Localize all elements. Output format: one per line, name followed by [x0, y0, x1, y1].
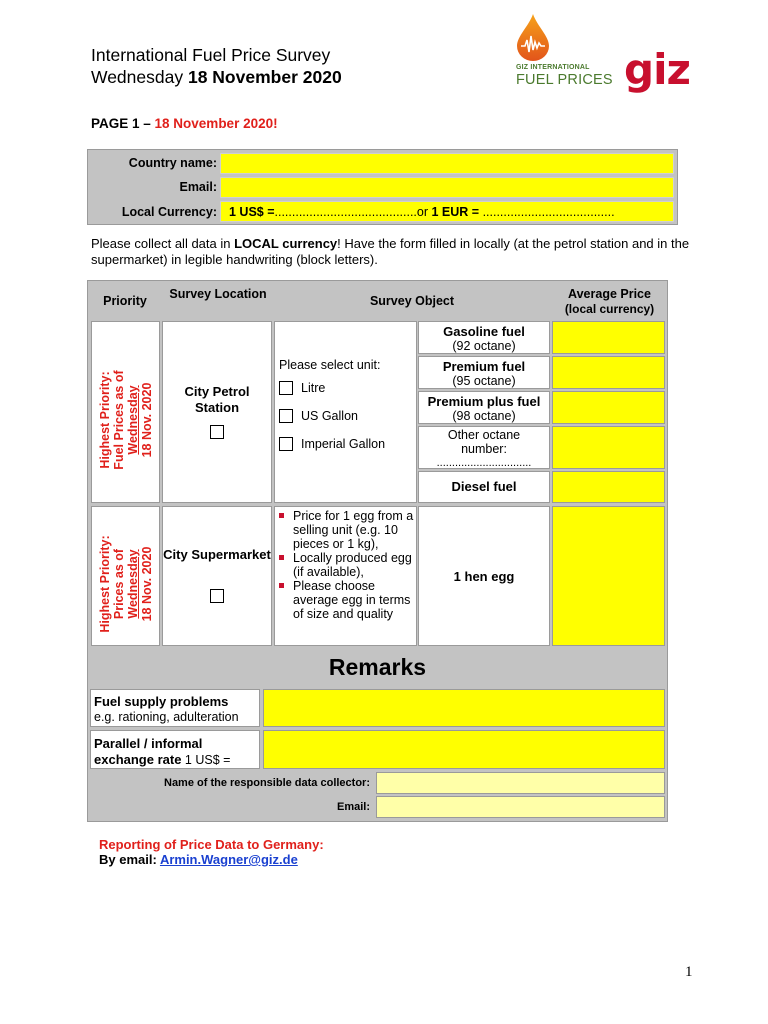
other-octane-input[interactable]: ............................... [436, 457, 532, 469]
other-octane-price-field[interactable] [552, 426, 665, 469]
email-field[interactable] [220, 177, 674, 198]
gasoline-price-field[interactable] [552, 321, 665, 354]
currency-field[interactable] [220, 201, 674, 222]
currency-label: Local Currency: [121, 205, 217, 219]
petrol-location-label: City Petrol Station [184, 384, 250, 415]
fuel-priority-text: Highest Priority: Fuel Prices as of Wednesday 18 Nov. 2020 [98, 370, 154, 470]
survey-date: 18 November 2020 [187, 67, 342, 87]
litre-checkbox[interactable] [279, 381, 293, 395]
unit-option-imperial-gallon[interactable]: Imperial Gallon [279, 430, 385, 458]
remarks-title: Remarks [90, 647, 665, 687]
parallel-rate-label-1: Parallel / informal [94, 736, 203, 751]
petrol-location-cell [162, 321, 272, 503]
email-label: Email: [179, 180, 217, 194]
egg-object-cell [418, 506, 550, 646]
header-survey-location: Survey Location [169, 287, 267, 301]
egg-object-label: 1 hen egg [453, 569, 515, 584]
country-field[interactable] [220, 153, 674, 174]
petrol-station-checkbox[interactable] [210, 425, 224, 439]
supermarket-location-cell [162, 506, 272, 646]
fuel-row-gasoline: Gasoline fuel (92 octane) [418, 321, 550, 354]
logo-small-text: GIZ INTERNATIONAL [516, 64, 590, 71]
imperial-gallon-checkbox[interactable] [279, 437, 293, 451]
us-gallon-checkbox[interactable] [279, 409, 293, 423]
survey-title: International Fuel Price Survey [91, 45, 331, 65]
premium-plus-price-field[interactable] [552, 391, 665, 424]
diesel-price-field[interactable] [552, 471, 665, 503]
survey-header [91, 44, 342, 88]
egg-priority-cell [91, 506, 160, 646]
page-title: PAGE 1 – 18 November 2020! [91, 116, 278, 131]
parallel-rate-label-2: exchange rate [94, 752, 182, 767]
giz-logo-text: giz [624, 45, 690, 94]
egg-note-3: Please choose average egg in terms of size and quality [279, 579, 417, 621]
fuel-supply-label: Fuel supply problems [94, 694, 229, 709]
unit-options [279, 374, 385, 458]
fuel-drop-logo-icon [514, 12, 552, 62]
country-label: Country name: [128, 156, 217, 170]
supermarket-location-label: City Supermarket [163, 547, 271, 562]
parallel-rate-label-cell: Parallel / informal exchange rate 1 US$ = [90, 730, 260, 769]
giz-logo [614, 42, 690, 118]
egg-note-2: Locally produced egg (if available), [279, 551, 417, 579]
header-survey-object: Survey Object [369, 294, 455, 308]
fuel-supply-field[interactable] [263, 689, 665, 727]
survey-table [87, 280, 668, 822]
page-number: 1 [685, 964, 693, 980]
report-info [99, 837, 324, 867]
premium-price-field[interactable] [552, 356, 665, 389]
instructions: Please collect all data in LOCAL currency! Have the form filled in locally (at the petrol station and in the supermarket) in legible handwriting (block letters). [91, 236, 690, 267]
fuel-row-other-octane: Other octane number: ............................... [418, 426, 550, 469]
collector-email-label: Email: [336, 801, 370, 813]
egg-note-1: Price for 1 egg from a selling unit (e.g. 10 pieces or 1 kg), [279, 509, 417, 551]
egg-notes-cell [274, 506, 417, 646]
logo-big-text: FUEL PRICES [516, 72, 613, 88]
report-title: Reporting of Price Data to Germany: [99, 837, 324, 852]
header-average-price: Average Price (local currency) [564, 287, 655, 316]
fuel-supply-label-cell [90, 689, 260, 727]
egg-price-field[interactable] [552, 506, 665, 646]
collector-name-field[interactable] [376, 772, 665, 794]
fuel-row-premium: Premium fuel (95 octane) [418, 356, 550, 389]
collector-email-field[interactable] [376, 796, 665, 818]
report-email-link[interactable]: Armin.Wagner@giz.de [159, 852, 298, 867]
collector-name-label: Name of the responsible data collector: [164, 777, 370, 789]
supermarket-checkbox[interactable] [210, 589, 224, 603]
report-email-line: By email: Armin.Wagner@giz.de [99, 852, 298, 867]
egg-priority-text: Highest Priority: Prices as of Wednesday 18 Nov. 2020 [98, 535, 154, 633]
fuel-supply-hint: e.g. rationing, adulteration [94, 710, 239, 724]
unit-select-cell [274, 321, 417, 503]
contact-form [87, 149, 678, 225]
fuel-priority-cell [91, 321, 160, 503]
unit-prompt: Please select unit: [279, 358, 381, 372]
logo-area [506, 8, 690, 120]
fuel-row-diesel: Diesel fuel [418, 471, 550, 503]
fuel-row-premium-plus: Premium plus fuel (98 octane) [418, 391, 550, 424]
survey-date-line: Wednesday 18 November 2020 [91, 67, 342, 87]
unit-option-litre[interactable]: Litre [279, 374, 385, 402]
page-title-date: 18 November 2020! [154, 116, 278, 131]
currency-text: 1 US$ =.........................................or 1 EUR = ...................................... [229, 205, 615, 219]
header-priority: Priority [103, 294, 147, 308]
parallel-rate-field[interactable] [263, 730, 665, 769]
egg-notes-list [279, 509, 417, 621]
unit-option-us-gallon[interactable]: US Gallon [279, 402, 385, 430]
